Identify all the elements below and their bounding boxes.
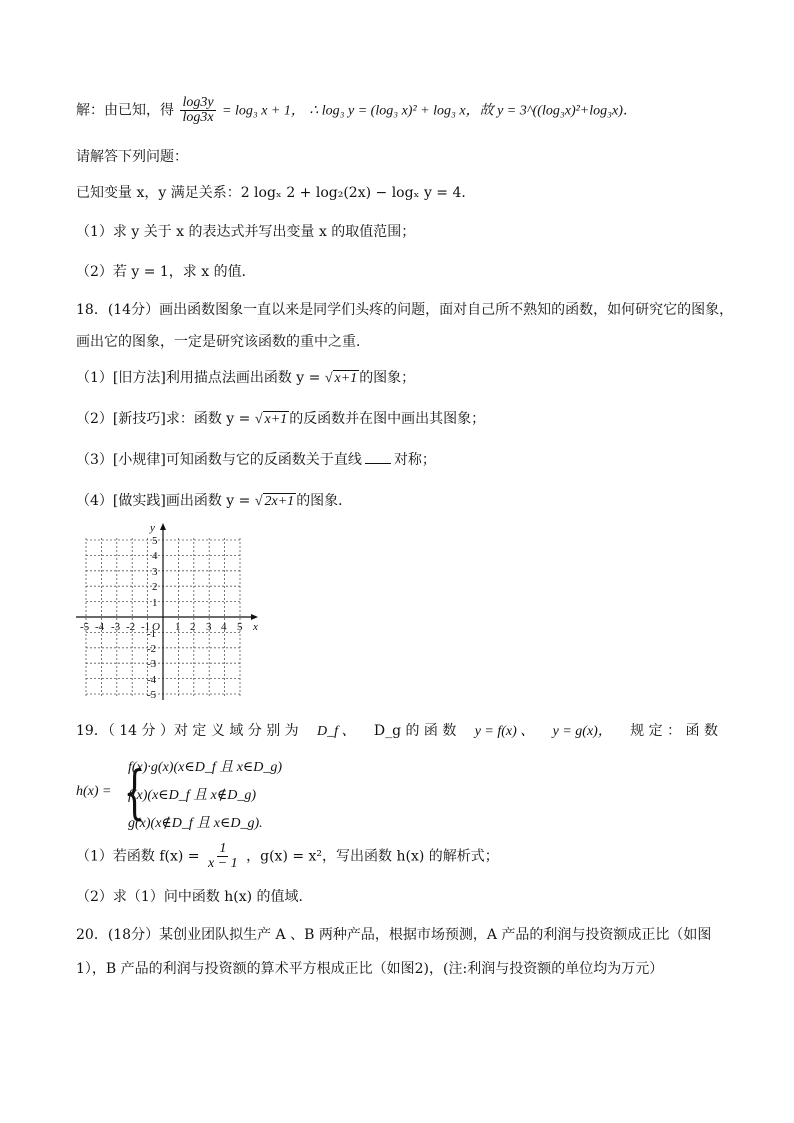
q19-part1 <box>76 842 499 871</box>
prompt-text: 请解答下列问题： <box>76 149 188 165</box>
x-tick-label: 1 <box>175 621 181 633</box>
q19-seg: y = g(x)， <box>552 724 612 739</box>
q18-part1-text: （1）[旧方法]利用描点法画出函数 y = <box>76 370 325 386</box>
x-tick-label: 2 <box>190 621 196 633</box>
q18-part1-radicand: x+1 <box>334 371 358 386</box>
left-brace: { <box>123 758 146 826</box>
y-axis-label: y <box>150 522 155 534</box>
q18-part4 <box>76 490 352 510</box>
q18-part2 <box>76 408 485 428</box>
sqrt-sign: √ <box>254 494 263 509</box>
q18-part3 <box>76 449 436 469</box>
x-axis-arrow <box>251 614 258 620</box>
x-axis-label: x <box>253 621 258 633</box>
coordinate-grid <box>72 520 268 704</box>
x-tick-label: -2 <box>126 621 136 633</box>
origin-label: O <box>152 621 160 633</box>
x-tick-label: 5 <box>237 621 243 633</box>
fraction-numerator: log3y <box>182 95 214 110</box>
q18-part4-radicand: 2x+1 <box>264 494 295 509</box>
q20-line1: 20．(18分）某创业团队拟生产 A 、B 两种产品，根据市场预测，A 产品的利润与投资额成正比（如图 <box>76 927 712 943</box>
log-fraction <box>180 96 215 125</box>
q19-seg: 规 定 ： 函 数 <box>630 723 718 739</box>
q20-line2: 1），B 产品的利润与投资额的算术平方根成正比（如图2)，(注:利润与投资额的单位均为万元） <box>76 961 664 977</box>
q19-part1-tail: ，g(x) = x²，写出函数 h(x) 的解析式； <box>246 848 499 865</box>
y-tick-label: 3 <box>152 566 158 578</box>
x-tick-label: 3 <box>206 621 212 633</box>
piecewise-definition <box>76 754 496 834</box>
y-tick-label: -5 <box>147 689 157 701</box>
q18-part1-tail: 的图象； <box>359 370 416 386</box>
y-tick-label: 4 <box>152 550 158 562</box>
solution-lead: 解：由已知，得 <box>76 102 174 119</box>
q18-part1 <box>76 367 415 387</box>
q19-fraction <box>206 842 240 871</box>
h-label: h(x) = <box>76 784 112 799</box>
q17-part2: （2）若 y = 1，求 x 的值． <box>76 264 256 280</box>
x-tick-label: -3 <box>111 621 121 633</box>
q17-stem: 已知变量 x，y 满足关系：2 logₓ 2 + log₂(2x) − logₓ y = 4． <box>76 185 476 201</box>
y-tick-label: -1 <box>147 628 157 640</box>
q19-line1 <box>76 720 718 740</box>
fraction-denominator: x − 1 <box>208 856 238 871</box>
x-tick-label: -4 <box>95 621 105 633</box>
q18-line1: 18．(14分）画出函数图象一直以来是同学们头疼的问题，面对自己所不熟知的函数，如何研究它的图象， <box>76 302 734 318</box>
q18-part2-radicand: x+1 <box>264 412 288 427</box>
q19-part1-text: （1）若函数 f(x) = <box>76 848 200 865</box>
y-tick-label: -2 <box>147 643 157 655</box>
case-3: g(x)(x∉D_f 且 x∈D_g). <box>128 816 263 831</box>
q18-part2-text: （2）[新技巧]求：函数 y = <box>76 411 255 427</box>
sqrt-sign: √ <box>324 371 333 386</box>
q18-part2-tail: 的反函数并在图中画出其图象； <box>289 411 486 427</box>
q19-part2: （2）求（1）问中函数 h(x) 的值域． <box>76 889 313 905</box>
q18-part3-text: （3）[小规律]可知函数与它的反函数关于直线 <box>76 452 362 468</box>
fraction-numerator: 1 <box>219 841 227 856</box>
y-tick-label: 5 <box>152 535 158 547</box>
y-tick-label: 1 <box>152 597 158 609</box>
q18-part4-text: （4）[做实践]画出函数 y = <box>76 493 255 509</box>
x-tick-label: -5 <box>80 621 90 633</box>
q18-line2: 画出它的图象，一定是研究该函数的重中之重． <box>76 334 370 350</box>
q19-seg: D_f 、 <box>317 724 356 739</box>
q18-part3-tail: 对称； <box>393 452 436 468</box>
x-tick-label: -1 <box>141 621 151 633</box>
y-tick-label: 2 <box>152 581 158 593</box>
y-tick-label: -3 <box>147 658 157 670</box>
case-1: f(x)·g(x)(x∈D_f 且 x∈D_g) <box>128 760 283 775</box>
solution-line <box>76 96 637 125</box>
case-2: f(x)(x∈D_f 且 x∉D_g) <box>128 788 257 803</box>
y-axis-arrow <box>160 523 166 530</box>
q19-seg: y = f(x) 、 <box>474 724 535 739</box>
solution-eq1: = log₃ x + 1， <box>222 103 305 119</box>
x-tick-label: 4 <box>221 621 227 633</box>
q18-part4-tail: 的图象． <box>296 493 353 509</box>
sqrt-sign: √ <box>254 412 263 427</box>
answer-blank[interactable] <box>365 463 391 464</box>
solution-eq2: ∴ log₃ y = (log₃ x)² + log₃ x，故 y = 3^((log₃x)²+log₃x)． <box>309 103 637 119</box>
q17-part1: （1）求 y 关于 x 的表达式并写出变量 x 的取值范围； <box>76 224 416 240</box>
q19-seg: D_g 的 函 数 <box>373 723 457 739</box>
fraction-denominator: log3x <box>182 110 214 125</box>
q19-seg: 19．（ 14 分 ）对 定 义 域 分 别 为 <box>76 723 299 739</box>
y-tick-label: -4 <box>147 674 157 686</box>
